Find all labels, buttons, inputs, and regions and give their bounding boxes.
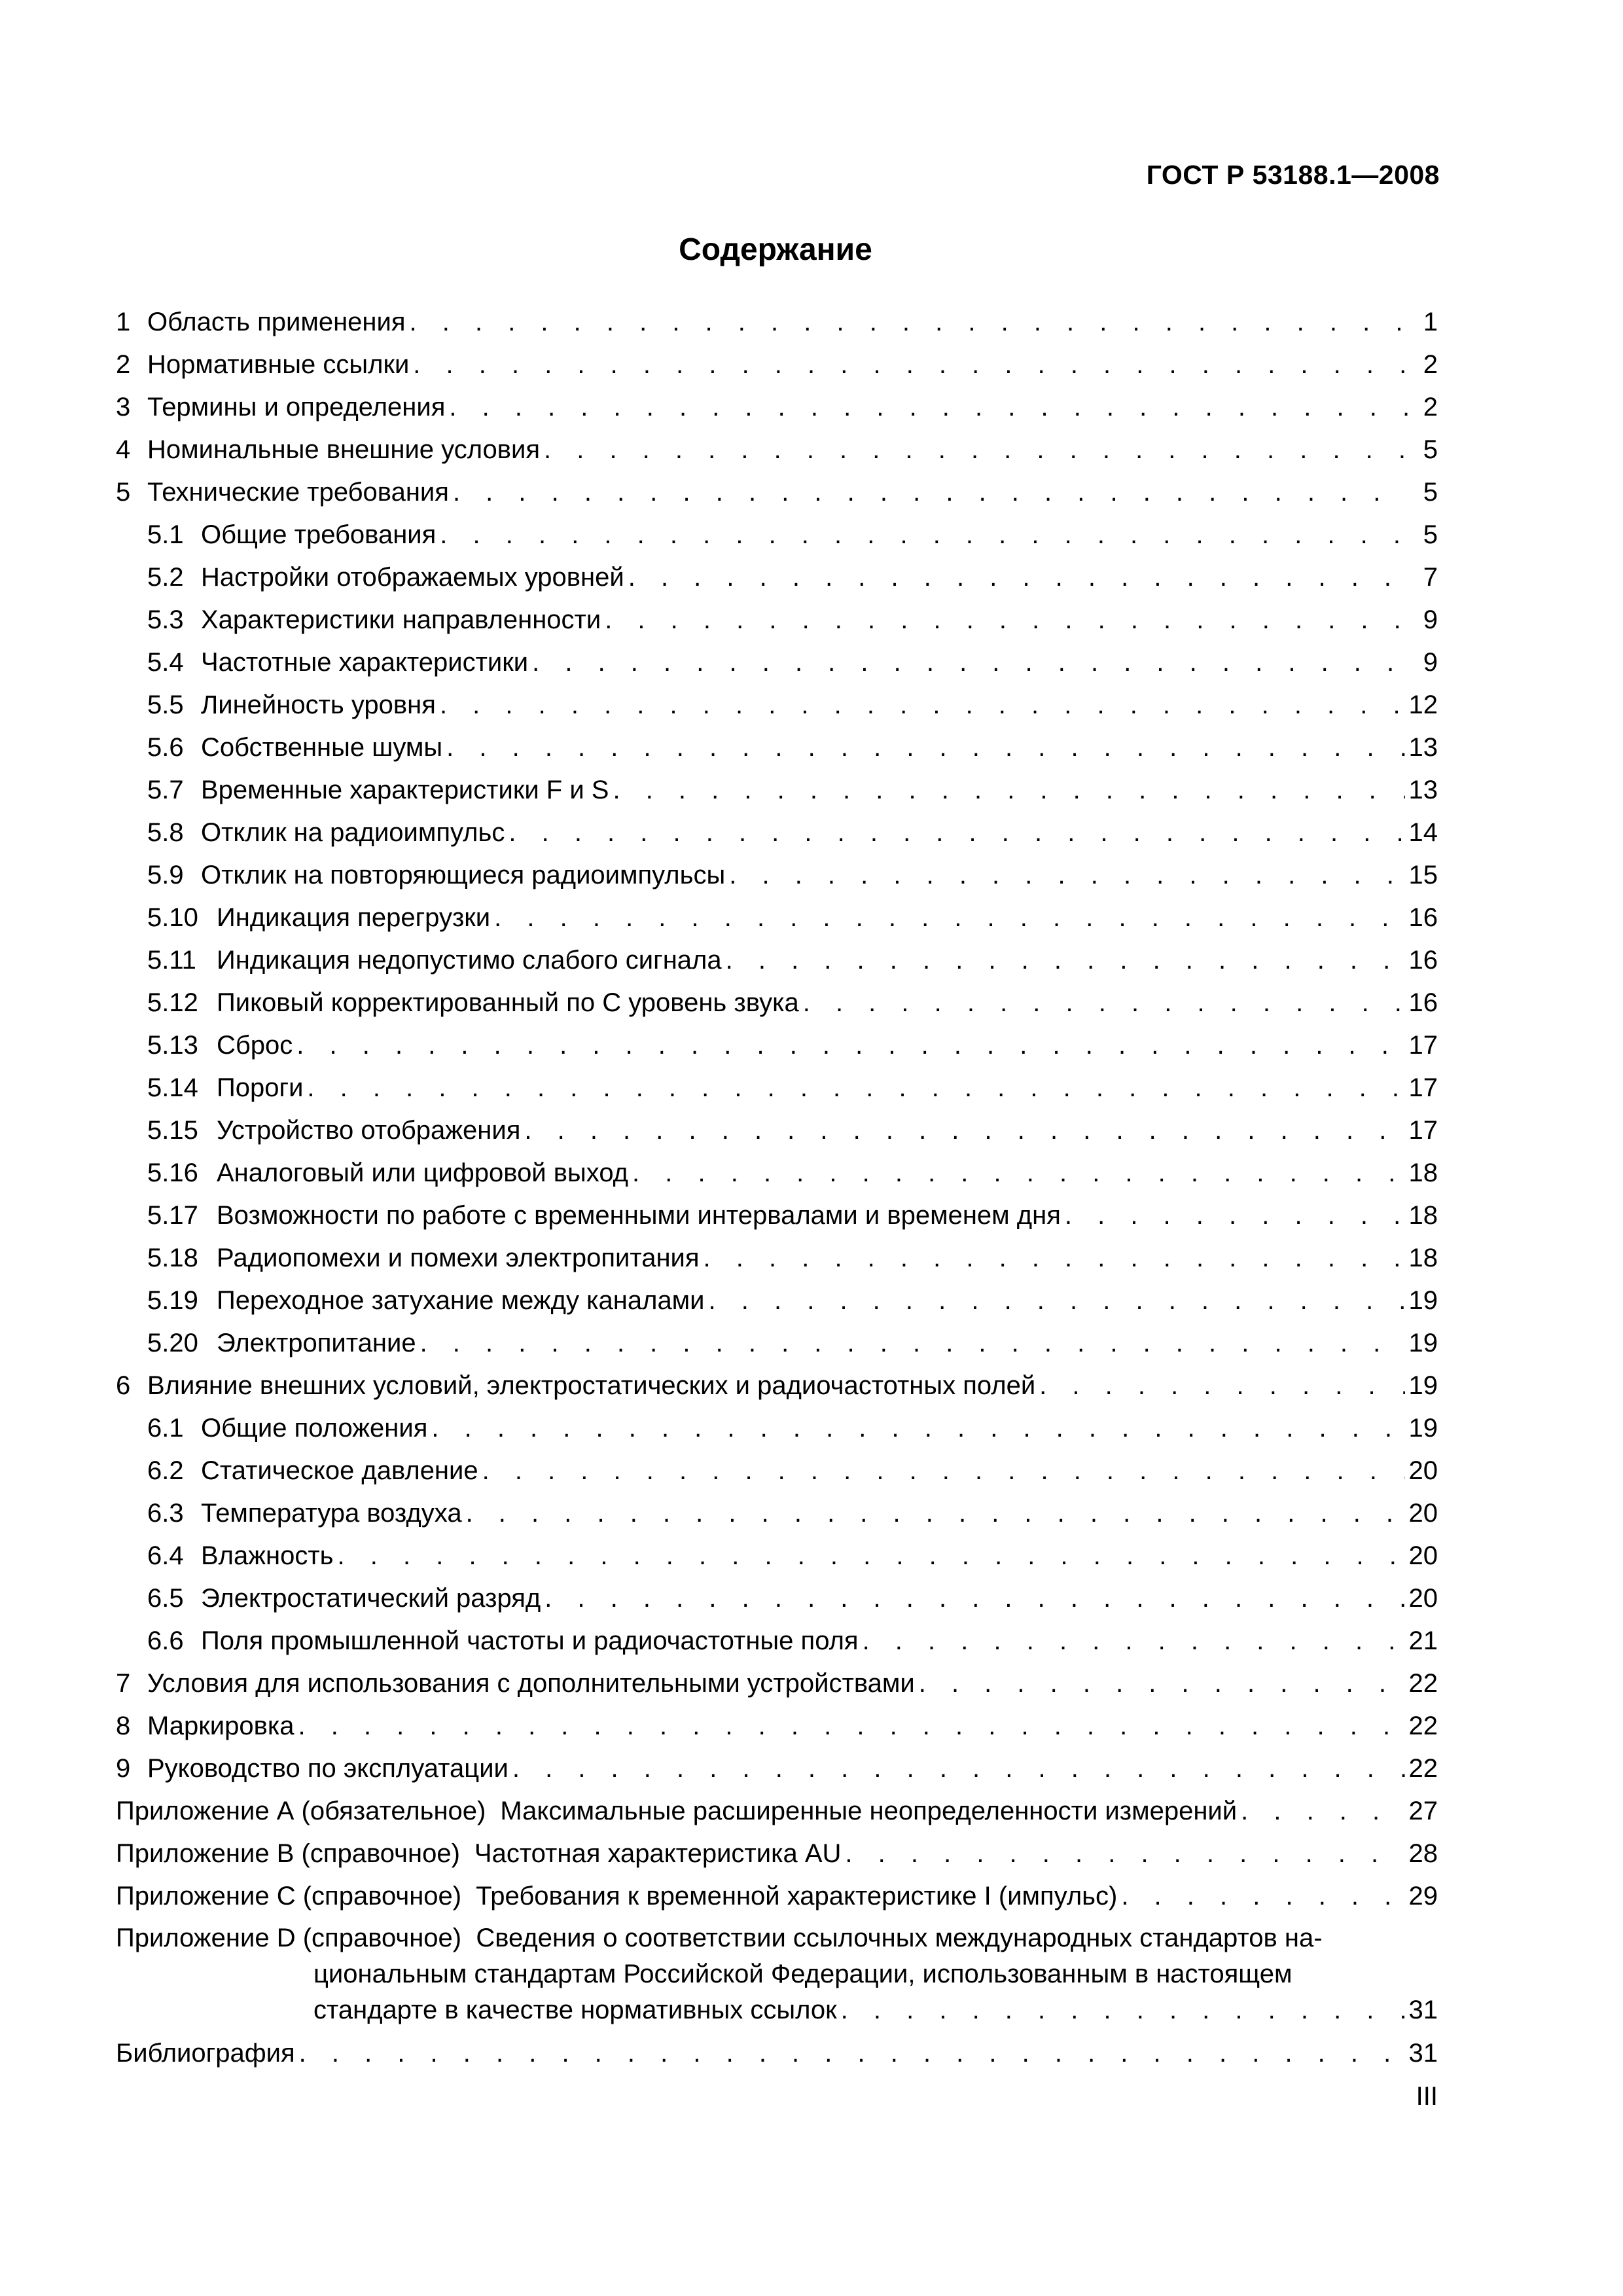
toc-entry-number: 5.15 xyxy=(147,1116,198,1145)
toc-leader-dots xyxy=(508,812,1404,854)
toc-entry[interactable] xyxy=(116,1492,1438,1535)
toc-leader-dots xyxy=(446,726,1404,769)
toc-entry-number: 5.19 xyxy=(147,1286,198,1315)
toc-page-number: 9 xyxy=(1423,605,1438,634)
toc-entry-label: Технические требования xyxy=(147,478,449,507)
toc-leader-dots xyxy=(605,599,1408,641)
toc-entry-number: 4 xyxy=(116,435,131,464)
toc-leader-dots xyxy=(420,1322,1405,1365)
toc-entry-appendix-d[interactable] xyxy=(116,1920,1438,2028)
toc-entry-label: Общие положения xyxy=(201,1414,428,1443)
toc-page-number: 28 xyxy=(1408,1839,1438,1868)
toc-entry[interactable] xyxy=(116,939,1438,982)
toc-entry-number: 6.5 xyxy=(147,1584,184,1613)
toc-entry-number: 5.6 xyxy=(147,733,184,762)
toc-entry-label: Временные характеристики F и S xyxy=(201,776,609,804)
toc-entry[interactable] xyxy=(116,1322,1438,1365)
toc-entry-label: Радиопомехи и помехи электропитания xyxy=(217,1244,700,1272)
toc-leader-dots xyxy=(1121,1875,1404,1918)
toc-entry-label: Пороги xyxy=(217,1073,304,1102)
toc-page-number: 5 xyxy=(1423,520,1438,549)
toc-leader-dots xyxy=(863,1620,1405,1662)
toc-entry[interactable] xyxy=(116,1109,1438,1152)
toc-page-number: 5 xyxy=(1423,435,1438,464)
toc-entry-label: Влияние внешних условий, электростатических и радиочастотных полей xyxy=(147,1371,1036,1400)
toc-entry-label: Общие требования xyxy=(201,520,437,549)
toc-entry[interactable] xyxy=(116,514,1438,556)
toc-entry[interactable] xyxy=(116,599,1438,641)
toc-entry[interactable] xyxy=(116,1748,1438,1790)
toc-entry-label: Руководство по эксплуатации xyxy=(147,1754,508,1783)
toc-page-number: 9 xyxy=(1423,648,1438,677)
toc-page-number: 17 xyxy=(1408,1073,1438,1102)
toc-entry[interactable] xyxy=(116,1152,1438,1194)
toc-entry-label: Настройки отображаемых уровней xyxy=(201,563,624,592)
toc-entry-number: 5.11 xyxy=(147,946,196,975)
toc-entry-label: Сброс xyxy=(217,1031,293,1060)
toc-leader-dots xyxy=(512,1748,1405,1790)
toc-entry-number: 5.1 xyxy=(147,520,184,549)
toc-entry-bibliography[interactable] xyxy=(116,2032,1438,2075)
toc-page-number: 18 xyxy=(1408,1158,1438,1187)
toc-leader-dots xyxy=(410,301,1408,344)
toc-entry-number: 5.20 xyxy=(147,1329,198,1357)
toc-entry-label: Характеристики направленности xyxy=(201,605,601,634)
toc-leader-dots xyxy=(1039,1365,1404,1407)
toc-entry-label: Поля промышленной частоты и радиочастотные поля xyxy=(201,1626,859,1655)
toc-entry[interactable] xyxy=(116,1067,1438,1109)
toc-leader-dots xyxy=(296,1024,1404,1067)
toc-entry[interactable] xyxy=(116,812,1438,854)
toc-leader-dots xyxy=(1241,1790,1404,1833)
appendix-d-line3: стандарте в качестве нормативных ссылок xyxy=(313,1996,837,2024)
toc-entry-number: 6 xyxy=(116,1371,131,1400)
toc-entry-label: Устройство отображения xyxy=(217,1116,521,1145)
toc-page-number: 17 xyxy=(1408,1031,1438,1060)
toc-entry-label: Аналоговый или цифровой выход xyxy=(217,1158,629,1187)
toc-entry-appendix[interactable] xyxy=(116,1833,1438,1875)
toc-page-number: 21 xyxy=(1408,1626,1438,1655)
toc-entry-number: 8 xyxy=(116,1712,131,1740)
toc-page-number: 16 xyxy=(1408,988,1438,1017)
toc-entry[interactable] xyxy=(116,726,1438,769)
toc-entry[interactable] xyxy=(116,344,1438,386)
toc-leader-dots xyxy=(841,1992,1405,2028)
toc-page-number: 7 xyxy=(1423,563,1438,592)
toc-entry[interactable] xyxy=(116,301,1438,344)
toc-entry-number: 5.16 xyxy=(147,1158,198,1187)
toc-entry-number: 3 xyxy=(116,393,131,422)
toc-entry-number: 5.13 xyxy=(147,1031,198,1060)
toc-entry[interactable] xyxy=(116,982,1438,1024)
toc-entry[interactable] xyxy=(116,1407,1438,1450)
toc-page-number: 15 xyxy=(1408,861,1438,889)
toc-page-number: 5 xyxy=(1423,478,1438,507)
appendix-prefix: Приложение А (обязательное) xyxy=(116,1797,486,1825)
toc-entry-number: 5 xyxy=(116,478,131,507)
toc-leader-dots xyxy=(532,641,1408,684)
toc-leader-dots xyxy=(524,1109,1404,1152)
toc-entry-label: Маркировка xyxy=(147,1712,294,1740)
toc-entry-number: 5.2 xyxy=(147,563,184,592)
toc-entry-number: 5.9 xyxy=(147,861,184,889)
toc-entry-label: Отклик на радиоимпульс xyxy=(201,818,505,847)
toc-entry[interactable] xyxy=(116,471,1438,514)
toc-entry-label: Влажность xyxy=(201,1541,334,1570)
toc-page-number: 12 xyxy=(1408,691,1438,719)
toc-page-number: 31 xyxy=(1408,1996,1438,2024)
toc-entry-number: 5.5 xyxy=(147,691,184,719)
toc-entry-number: 9 xyxy=(116,1754,131,1783)
toc-leader-dots xyxy=(1065,1194,1405,1237)
toc-entry-label: Максимальные расширенные неопределенности измерений xyxy=(500,1797,1238,1825)
toc-entry-label: Условия для использования с дополнительными устройствами xyxy=(147,1669,915,1698)
document-code: ГОСТ Р 53188.1—2008 xyxy=(1146,160,1440,190)
toc-entry-number: 2 xyxy=(116,350,131,379)
toc-leader-dots xyxy=(803,982,1405,1024)
toc-entry-appendix[interactable] xyxy=(116,1790,1438,1833)
toc-entry-label: Переходное затухание между каналами xyxy=(217,1286,705,1315)
toc-leader-dots xyxy=(431,1407,1404,1450)
toc-entry-label: Требования к временной характеристике I (импульс) xyxy=(476,1882,1118,1910)
toc-entry-label: Библиография xyxy=(116,2039,295,2068)
toc-leader-dots xyxy=(628,556,1408,599)
toc-entry[interactable] xyxy=(116,684,1438,726)
toc-leader-dots xyxy=(613,769,1404,812)
toc-leader-dots xyxy=(726,939,1405,982)
toc-page-number: 17 xyxy=(1408,1116,1438,1145)
toc-leader-dots xyxy=(440,684,1405,726)
appendix-d-last-line xyxy=(116,1992,1438,2028)
toc-leader-dots xyxy=(704,1237,1405,1280)
toc-leader-dots xyxy=(482,1450,1405,1492)
toc-entry-number: 5.7 xyxy=(147,776,184,804)
toc-entry[interactable] xyxy=(116,1450,1438,1492)
toc-page-number: 29 xyxy=(1408,1882,1438,1910)
toc-entry[interactable] xyxy=(116,1620,1438,1662)
toc-entry-label: Электропитание xyxy=(217,1329,416,1357)
toc-entry-number: 1 xyxy=(116,308,131,336)
toc-leader-dots xyxy=(449,386,1408,429)
toc-entry-label: Электростатический разряд xyxy=(201,1584,541,1613)
toc-leader-dots xyxy=(544,1577,1404,1620)
toc-entry[interactable] xyxy=(116,897,1438,939)
toc-page-number: 13 xyxy=(1408,776,1438,804)
toc-entry-label: Статическое давление xyxy=(201,1456,478,1485)
appendix-d-line1: Сведения о соответствии ссылочных международных стандартов на- xyxy=(476,1924,1323,1952)
toc-entry[interactable] xyxy=(116,1577,1438,1620)
toc-page-number: 27 xyxy=(1408,1797,1438,1825)
toc-entry[interactable] xyxy=(116,1365,1438,1407)
toc-entry-number: 5.3 xyxy=(147,605,184,634)
toc-entry[interactable] xyxy=(116,1237,1438,1280)
toc-entry-label: Область применения xyxy=(147,308,406,336)
toc-leader-dots xyxy=(466,1492,1405,1535)
toc-entry-number: 5.4 xyxy=(147,648,184,677)
toc-page-number: 16 xyxy=(1408,903,1438,932)
toc-leader-dots xyxy=(845,1833,1404,1875)
toc-entry[interactable] xyxy=(116,1280,1438,1322)
toc-leader-dots xyxy=(413,344,1408,386)
toc-leader-dots xyxy=(338,1535,1405,1577)
toc-entry-number: 5.8 xyxy=(147,818,184,847)
toc-entry-label: Индикация недопустимо слабого сигнала xyxy=(217,946,722,975)
toc-entry-label: Индикация перегрузки xyxy=(217,903,491,932)
toc-entry-label: Отклик на повторяющиеся радиоимпульсы xyxy=(201,861,726,889)
appendix-list xyxy=(116,1790,1438,1918)
page-title: Содержание xyxy=(679,232,872,267)
toc-entry-number: 6.6 xyxy=(147,1626,184,1655)
page-number: III xyxy=(1416,2082,1438,2111)
toc-entry-number: 5.10 xyxy=(147,903,198,932)
toc-entry-number: 5.14 xyxy=(147,1073,198,1102)
appendix-prefix: Приложение В (справочное) xyxy=(116,1839,460,1868)
toc-entry[interactable] xyxy=(116,386,1438,429)
toc-entry[interactable] xyxy=(116,1194,1438,1237)
toc-entry[interactable] xyxy=(116,769,1438,812)
appendix-prefix: Приложение С (справочное) xyxy=(116,1882,462,1910)
toc-entry-number: 7 xyxy=(116,1669,131,1698)
toc-page-number: 20 xyxy=(1408,1541,1438,1570)
toc-page-number: 19 xyxy=(1408,1286,1438,1315)
toc-entry-label: Нормативные ссылки xyxy=(147,350,410,379)
toc-page-number: 13 xyxy=(1408,733,1438,762)
toc-page-number: 20 xyxy=(1408,1584,1438,1613)
toc-page-number: 19 xyxy=(1408,1371,1438,1400)
toc-entry-number: 5.18 xyxy=(147,1244,198,1272)
toc-entry-label: Температура воздуха xyxy=(201,1499,462,1528)
toc-leader-dots xyxy=(307,1067,1404,1109)
appendix-d-prefix: Приложение D (справочное) xyxy=(116,1924,462,1952)
toc-entry[interactable] xyxy=(116,1662,1438,1705)
toc-page-number: 22 xyxy=(1408,1754,1438,1783)
toc-page-number: 20 xyxy=(1408,1456,1438,1485)
toc-entry-label: Номинальные внешние условия xyxy=(147,435,540,464)
toc-page-number: 22 xyxy=(1408,1669,1438,1698)
toc-entry-number: 6.4 xyxy=(147,1541,184,1570)
toc-entry-number: 6.3 xyxy=(147,1499,184,1528)
toc-leader-dots xyxy=(453,471,1408,514)
toc-leader-dots xyxy=(299,2032,1405,2075)
toc-page-number: 31 xyxy=(1408,2039,1438,2068)
toc-entry[interactable] xyxy=(116,556,1438,599)
toc-entry-label: Термины и определения xyxy=(147,393,446,422)
toc-entry-label: Линейность уровня xyxy=(201,691,436,719)
toc-page-number: 14 xyxy=(1408,818,1438,847)
toc-page-number: 2 xyxy=(1423,393,1438,422)
toc-page-number: 20 xyxy=(1408,1499,1438,1528)
toc-entry[interactable] xyxy=(116,854,1438,897)
toc-entry-number: 6.2 xyxy=(147,1456,184,1485)
toc-entry-number: 5.17 xyxy=(147,1201,198,1230)
toc-leader-dots xyxy=(709,1280,1405,1322)
toc-page-number: 19 xyxy=(1408,1414,1438,1443)
toc-entry-number: 5.12 xyxy=(147,988,198,1017)
toc-leader-dots xyxy=(632,1152,1404,1194)
toc-page-number: 22 xyxy=(1408,1712,1438,1740)
toc-entry[interactable] xyxy=(116,429,1438,471)
toc-entry-appendix[interactable] xyxy=(116,1875,1438,1918)
toc-page-number: 18 xyxy=(1408,1201,1438,1230)
toc-entry[interactable] xyxy=(116,1705,1438,1748)
appendix-d-first-line xyxy=(116,1920,1438,1956)
toc-entry-label: Собственные шумы xyxy=(201,733,443,762)
toc-leader-dots xyxy=(919,1662,1405,1705)
toc-leader-dots xyxy=(729,854,1404,897)
appendix-d-line2: циональным стандартам Российской Федерации, использованным в настоящем xyxy=(313,1960,1293,1988)
toc-page-number: 18 xyxy=(1408,1244,1438,1272)
toc-entry-label: Пиковый корректированный по C уровень звука xyxy=(217,988,799,1017)
toc-page-number: 16 xyxy=(1408,946,1438,975)
toc-entry-label: Частотная характеристика AU xyxy=(474,1839,842,1868)
toc-entry-label: Возможности по работе с временными интервалами и временем дня xyxy=(217,1201,1061,1230)
table-of-contents xyxy=(116,301,1438,2075)
toc-entry-number: 6.1 xyxy=(147,1414,184,1443)
toc-entry[interactable] xyxy=(116,1024,1438,1067)
toc-leader-dots xyxy=(298,1705,1404,1748)
toc-leader-dots xyxy=(440,514,1408,556)
toc-page-number: 19 xyxy=(1408,1329,1438,1357)
toc-list xyxy=(116,301,1438,1790)
toc-page-number: 2 xyxy=(1423,350,1438,379)
toc-page-number: 1 xyxy=(1423,308,1438,336)
toc-entry-label: Частотные характеристики xyxy=(201,648,529,677)
toc-entry[interactable] xyxy=(116,1535,1438,1577)
toc-entry[interactable] xyxy=(116,641,1438,684)
toc-leader-dots xyxy=(494,897,1404,939)
toc-leader-dots xyxy=(544,429,1408,471)
